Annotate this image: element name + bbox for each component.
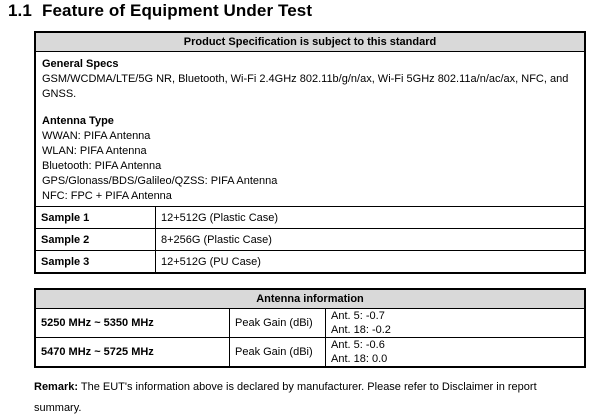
sample-row — [35, 251, 585, 274]
section-number: 1.1 — [8, 1, 32, 20]
section-heading — [8, 1, 312, 21]
spec-table-header: Product Specification is subject to this standard — [35, 32, 585, 52]
gain-values — [326, 338, 586, 368]
gain-value: Ant. 18: 0.0 — [331, 353, 388, 365]
antenna-row — [35, 338, 585, 368]
sample-value: 12+512G (PU Case) — [156, 251, 586, 274]
remark-note — [34, 377, 586, 419]
gain-value: Ant. 5: -0.6 — [331, 339, 385, 351]
frequency-range: 5250 MHz ~ 5350 MHz — [35, 309, 230, 338]
gain-values — [326, 309, 586, 338]
product-spec-table — [34, 31, 586, 274]
remark-label: Remark: — [34, 381, 79, 393]
antenna-type-item: Bluetooth: PIFA Antenna — [42, 160, 162, 172]
gain-value: Ant. 18: -0.2 — [331, 324, 391, 336]
section-title: Feature of Equipment Under Test — [42, 1, 313, 20]
gain-label: Peak Gain (dBi) — [230, 309, 326, 338]
general-specs-text: GSM/WCDMA/LTE/5G NR, Bluetooth, Wi-Fi 2.4GHz 802.11b/g/n/ax, Wi-Fi 5GHz 802.11a/n/ac/ax, NFC, and GNSS. — [42, 73, 569, 100]
remark-text: The EUT's information above is declared by manufacturer. Please refer to Disclaimer in report summary. — [34, 381, 537, 414]
frequency-range: 5470 MHz ~ 5725 MHz — [35, 338, 230, 368]
sample-row — [35, 207, 585, 229]
sample-label: Sample 3 — [35, 251, 156, 274]
sample-value: 8+256G (Plastic Case) — [156, 229, 586, 251]
antenna-type-item: WWAN: PIFA Antenna — [42, 130, 151, 142]
antenna-info-table — [34, 288, 586, 368]
sample-value: 12+512G (Plastic Case) — [156, 207, 586, 229]
sample-label: Sample 2 — [35, 229, 156, 251]
antenna-type-title: Antenna Type — [42, 115, 114, 127]
spec-details-cell — [35, 52, 585, 207]
antenna-table-header: Antenna information — [35, 289, 585, 309]
gain-value: Ant. 5: -0.7 — [331, 310, 385, 322]
antenna-row — [35, 309, 585, 338]
gain-label: Peak Gain (dBi) — [230, 338, 326, 368]
antenna-type-item: NFC: FPC + PIFA Antenna — [42, 190, 172, 202]
sample-label: Sample 1 — [35, 207, 156, 229]
sample-row — [35, 229, 585, 251]
general-specs-title: General Specs — [42, 58, 119, 70]
antenna-type-item: GPS/Glonass/BDS/Galileo/QZSS: PIFA Antenna — [42, 175, 278, 187]
antenna-type-item: WLAN: PIFA Antenna — [42, 145, 147, 157]
